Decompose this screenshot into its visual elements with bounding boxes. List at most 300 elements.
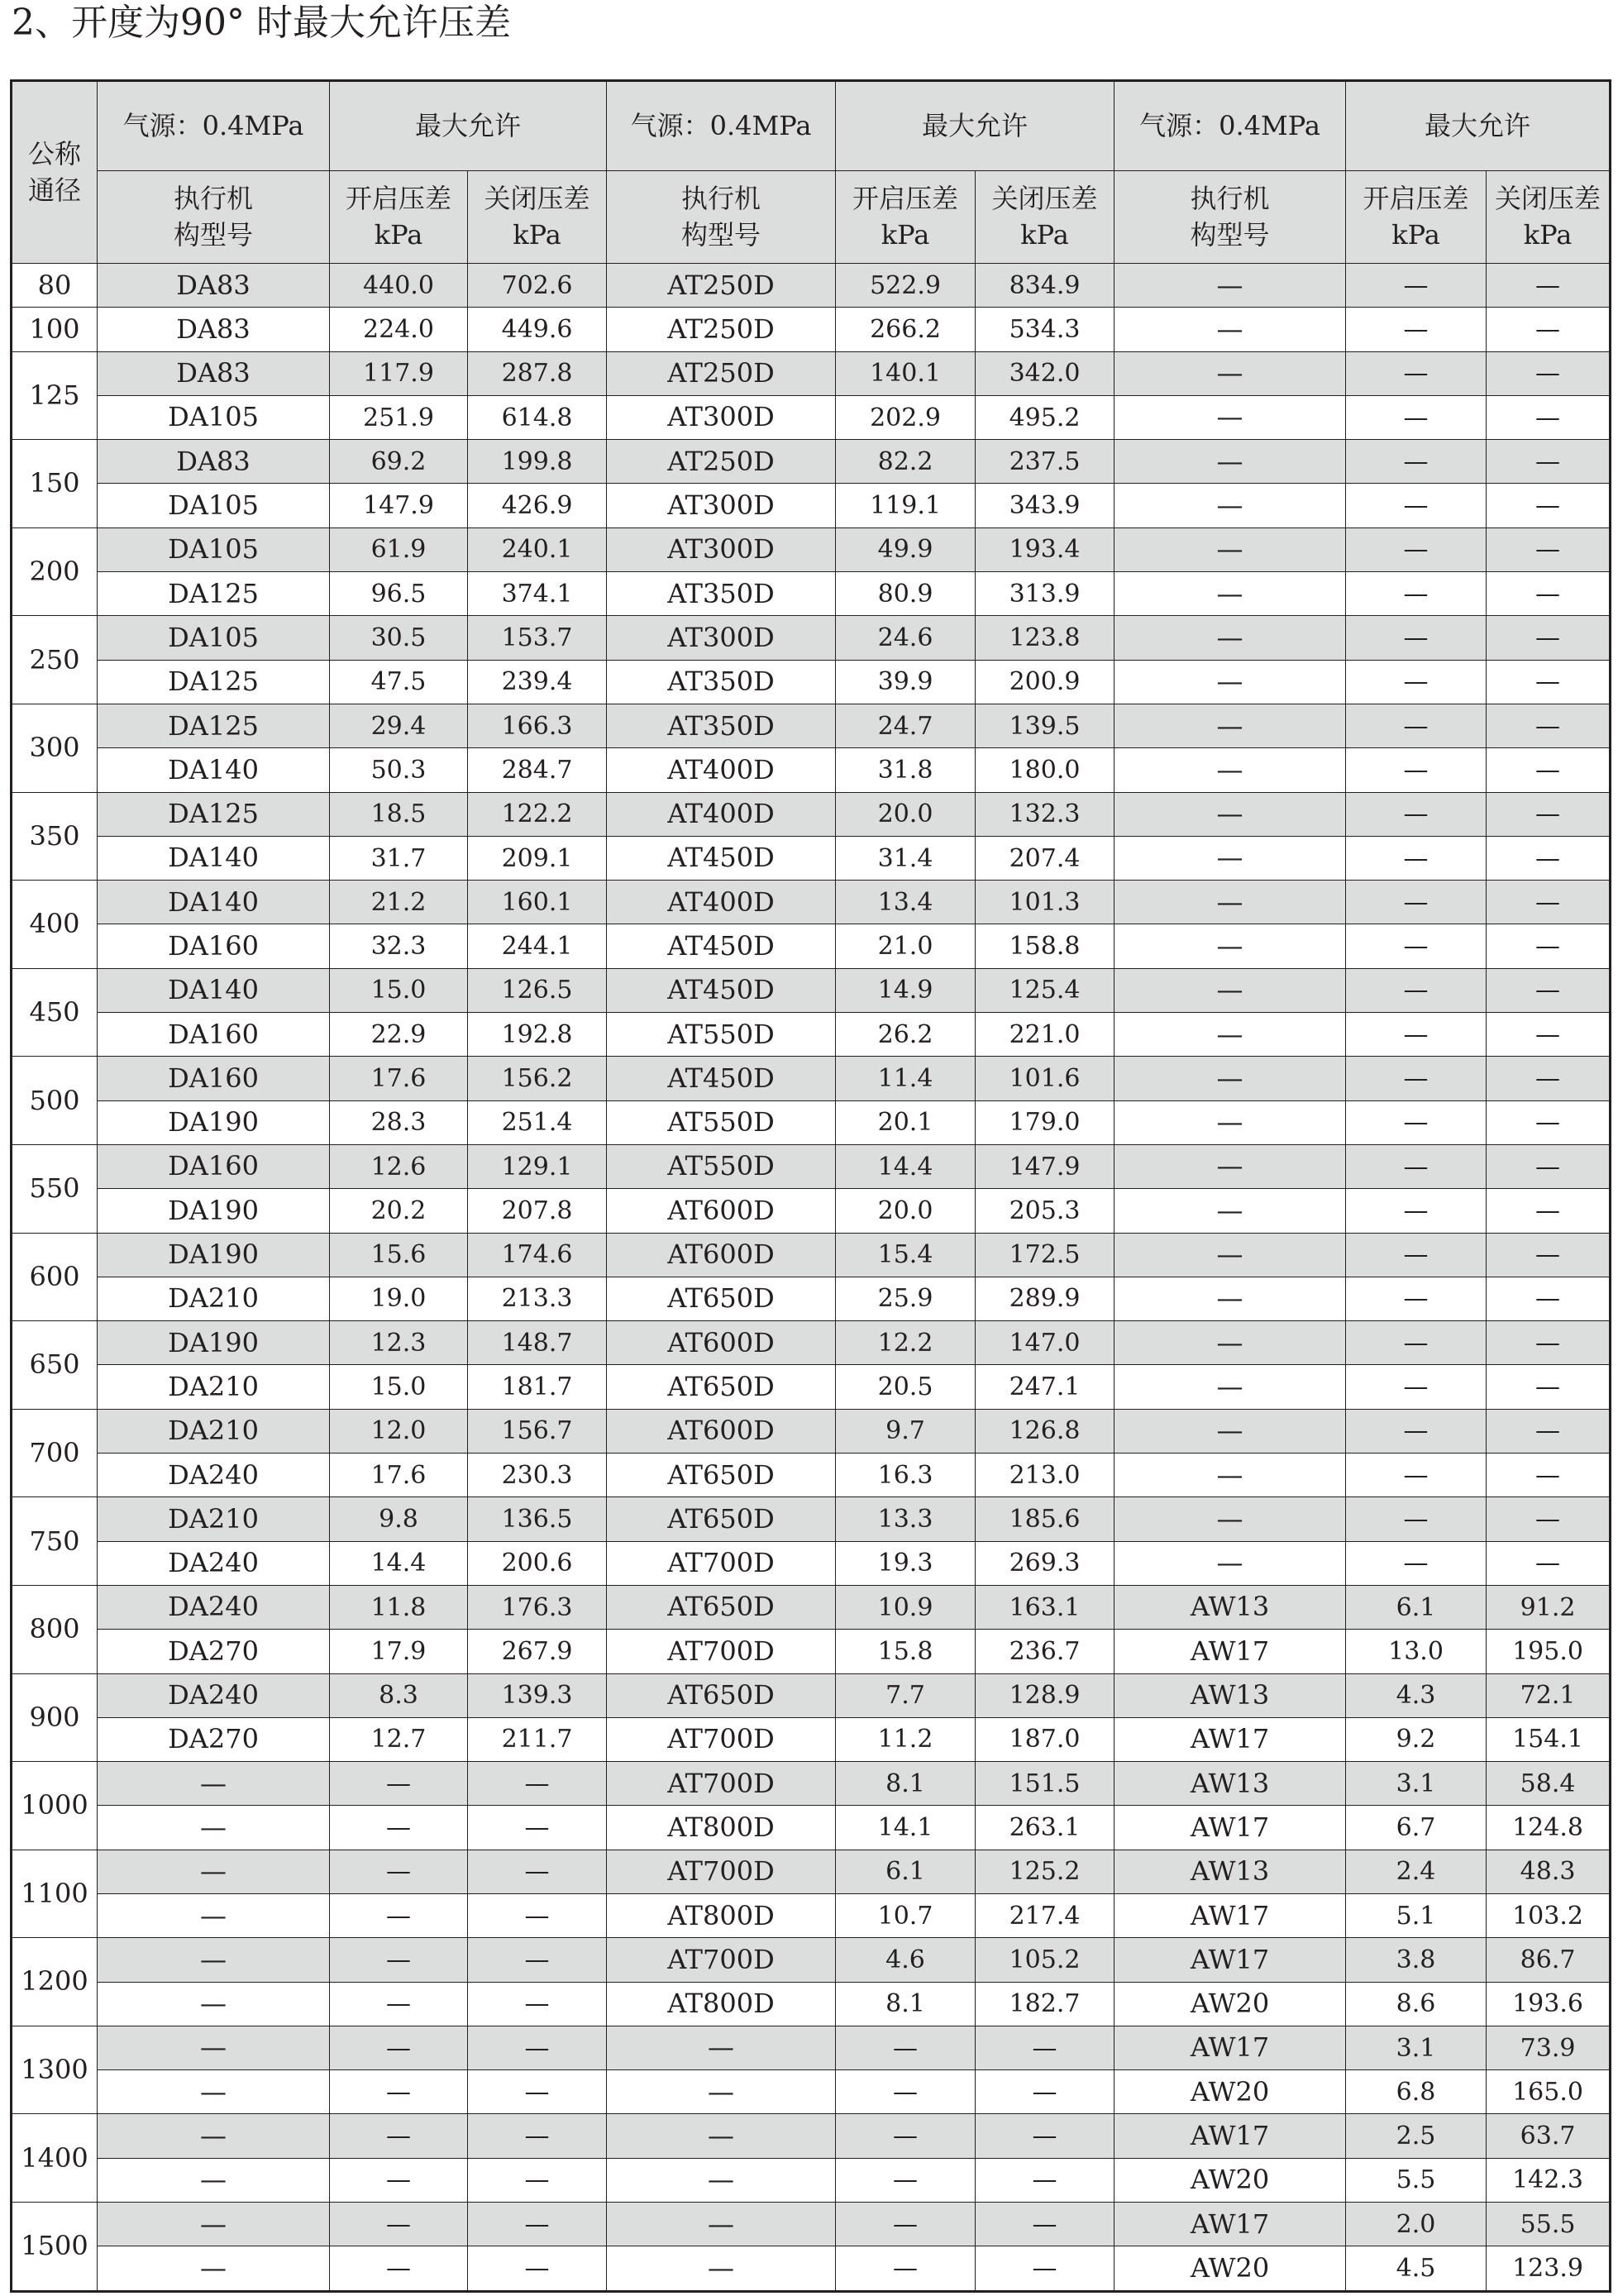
close-diff-cell: 129.1 — [468, 1144, 607, 1188]
actuator-model-cell: — — [1114, 1497, 1346, 1541]
actuator-model-cell: AW17 — [1114, 1630, 1346, 1673]
open-diff-header-2: 开启压差 kPa — [836, 171, 976, 264]
actuator-model-cell: AW13 — [1114, 1585, 1346, 1629]
open-diff-cell: 50.3 — [330, 748, 468, 792]
table-row — [12, 2026, 1611, 2069]
open-diff-cell: 8.6 — [1346, 1982, 1487, 2026]
open-diff-cell: — — [1346, 1409, 1487, 1453]
table-row — [12, 704, 1611, 747]
actuator-model-cell: AW20 — [1114, 2246, 1346, 2291]
open-diff-cell: — — [1346, 1189, 1487, 1233]
open-diff-cell: — — [1346, 264, 1487, 308]
open-diff-cell: 17.6 — [330, 1057, 468, 1100]
close-diff-cell: — — [1487, 264, 1611, 308]
close-diff-cell: 123.8 — [976, 616, 1114, 660]
open-diff-cell: 21.0 — [836, 924, 976, 968]
open-diff-cell: 12.6 — [330, 1144, 468, 1188]
close-diff-cell: 126.8 — [976, 1409, 1114, 1453]
close-diff-cell: — — [1487, 748, 1611, 792]
actuator-model-cell: AT700D — [607, 1850, 836, 1893]
actuator-model-cell: AT700D — [607, 1630, 836, 1673]
close-diff-cell: — — [1487, 1144, 1611, 1188]
close-diff-cell: 193.6 — [1487, 1982, 1611, 2026]
actuator-model-cell: AT350D — [607, 572, 836, 616]
actuator-model-cell: DA83 — [98, 351, 330, 395]
table-row — [12, 836, 1611, 880]
actuator-model-header-3: 执行机 构型号 — [1114, 171, 1346, 264]
close-diff-cell: 55.5 — [1487, 2203, 1611, 2246]
close-diff-cell: 48.3 — [1487, 1850, 1611, 1893]
open-diff-cell: — — [836, 2026, 976, 2069]
actuator-model-cell: DA83 — [98, 264, 330, 308]
table-row — [12, 308, 1611, 351]
open-diff-cell: 17.9 — [330, 1630, 468, 1673]
actuator-model-cell: DA125 — [98, 704, 330, 747]
actuator-model-cell: — — [1114, 351, 1346, 395]
actuator-model-cell: AT650D — [607, 1585, 836, 1629]
open-diff-cell: 14.9 — [836, 968, 976, 1012]
actuator-model-cell: — — [1114, 440, 1346, 484]
open-diff-cell: — — [330, 2114, 468, 2158]
close-diff-cell: 251.4 — [468, 1100, 607, 1144]
close-diff-cell: — — [976, 2246, 1114, 2291]
open-diff-cell: 16.3 — [836, 1453, 976, 1497]
nominal-diameter-cell: 400 — [12, 881, 98, 969]
close-diff-cell: 237.5 — [976, 440, 1114, 484]
close-diff-cell: — — [1487, 308, 1611, 351]
close-diff-cell: 156.2 — [468, 1057, 607, 1100]
close-diff-cell: 101.3 — [976, 881, 1114, 924]
open-diff-cell: 11.8 — [330, 1585, 468, 1629]
open-diff-cell: 9.2 — [1346, 1717, 1487, 1761]
actuator-model-cell: — — [1114, 1057, 1346, 1100]
actuator-model-cell: AT800D — [607, 1893, 836, 1937]
open-diff-cell: — — [1346, 704, 1487, 747]
table-row — [12, 1277, 1611, 1320]
actuator-model-cell: — — [98, 1893, 330, 1937]
open-diff-cell: — — [1346, 351, 1487, 395]
close-diff-cell: 221.0 — [976, 1013, 1114, 1057]
actuator-model-cell: AT300D — [607, 527, 836, 571]
actuator-model-cell: AT550D — [607, 1013, 836, 1057]
close-diff-cell: — — [1487, 395, 1611, 439]
actuator-model-cell: — — [1114, 792, 1346, 836]
actuator-model-cell: — — [1114, 1277, 1346, 1320]
close-diff-cell: 72.1 — [1487, 1673, 1611, 1717]
close-diff-cell: 449.6 — [468, 308, 607, 351]
close-diff-cell: — — [1487, 1541, 1611, 1585]
close-diff-cell: — — [468, 2026, 607, 2069]
table-row — [12, 484, 1611, 527]
close-diff-cell: — — [1487, 1321, 1611, 1365]
close-diff-header-2: 关闭压差 kPa — [976, 171, 1114, 264]
actuator-model-cell: DA140 — [98, 836, 330, 880]
nominal-diameter-cell: 250 — [12, 616, 98, 704]
table-row — [12, 924, 1611, 968]
close-diff-cell: 158.8 — [976, 924, 1114, 968]
close-diff-cell: 128.9 — [976, 1673, 1114, 1717]
open-diff-cell: 21.2 — [330, 881, 468, 924]
actuator-model-cell: DA160 — [98, 924, 330, 968]
open-diff-cell: — — [836, 2158, 976, 2202]
actuator-model-cell: AW20 — [1114, 2158, 1346, 2202]
open-diff-cell: — — [330, 1938, 468, 1982]
actuator-model-cell: DA140 — [98, 881, 330, 924]
close-diff-cell: 207.8 — [468, 1189, 607, 1233]
actuator-model-cell: — — [1114, 1541, 1346, 1585]
nominal-diameter-cell: 200 — [12, 527, 98, 616]
max-allow-header-2: 最大允许 — [836, 81, 1114, 171]
actuator-model-cell: AW17 — [1114, 2203, 1346, 2246]
nominal-diameter-cell: 750 — [12, 1497, 98, 1586]
open-diff-cell: 3.8 — [1346, 1938, 1487, 1982]
actuator-model-cell: — — [1114, 660, 1346, 704]
actuator-model-cell: AT450D — [607, 968, 836, 1012]
actuator-model-cell: AW17 — [1114, 1806, 1346, 1850]
open-diff-cell: 49.9 — [836, 527, 976, 571]
open-diff-cell: 13.4 — [836, 881, 976, 924]
open-diff-cell: 20.1 — [836, 1100, 976, 1144]
close-diff-cell: 495.2 — [976, 395, 1114, 439]
actuator-model-cell: DA210 — [98, 1497, 330, 1541]
actuator-model-cell: AW17 — [1114, 1893, 1346, 1937]
table-row — [12, 1233, 1611, 1277]
close-diff-cell: 200.6 — [468, 1541, 607, 1585]
close-diff-cell: 105.2 — [976, 1938, 1114, 1982]
open-diff-cell: 19.3 — [836, 1541, 976, 1585]
actuator-model-cell: AT400D — [607, 792, 836, 836]
actuator-model-cell: AW13 — [1114, 1673, 1346, 1717]
close-diff-cell: 148.7 — [468, 1321, 607, 1365]
close-diff-cell: 103.2 — [1487, 1893, 1611, 1937]
actuator-model-cell: DA270 — [98, 1717, 330, 1761]
nominal-diameter-cell: 1300 — [12, 2026, 98, 2114]
open-diff-cell: — — [1346, 1100, 1487, 1144]
table-row — [12, 1013, 1611, 1057]
open-diff-cell: — — [1346, 1321, 1487, 1365]
actuator-model-cell: AT400D — [607, 881, 836, 924]
close-diff-cell: — — [1487, 836, 1611, 880]
actuator-model-cell: — — [98, 2070, 330, 2114]
actuator-model-cell: AT800D — [607, 1982, 836, 2026]
close-diff-cell: — — [1487, 1277, 1611, 1320]
open-diff-cell: 9.7 — [836, 1409, 976, 1453]
actuator-model-cell: AW20 — [1114, 2070, 1346, 2114]
close-diff-cell: 374.1 — [468, 572, 607, 616]
pressure-differential-table — [10, 79, 1611, 2293]
open-diff-cell: — — [1346, 836, 1487, 880]
table-row — [12, 1938, 1611, 1982]
actuator-model-cell: AT250D — [607, 351, 836, 395]
close-diff-cell: 182.7 — [976, 1982, 1114, 2026]
actuator-model-cell: AT600D — [607, 1233, 836, 1277]
open-diff-cell: 14.1 — [836, 1806, 976, 1850]
close-diff-cell: 263.1 — [976, 1806, 1114, 1850]
table-row — [12, 2114, 1611, 2158]
open-diff-cell: 12.2 — [836, 1321, 976, 1365]
actuator-model-cell: DA160 — [98, 1013, 330, 1057]
table-row — [12, 1717, 1611, 1761]
open-diff-cell: 69.2 — [330, 440, 468, 484]
open-diff-cell: — — [330, 1806, 468, 1850]
actuator-model-cell: — — [98, 2114, 330, 2158]
nominal-diameter-cell: 1400 — [12, 2114, 98, 2203]
open-diff-cell: 80.9 — [836, 572, 976, 616]
close-diff-header-3: 关闭压差 kPa — [1487, 171, 1611, 264]
close-diff-cell: 240.1 — [468, 527, 607, 571]
close-diff-header-1: 关闭压差 kPa — [468, 171, 607, 264]
nominal-diameter-cell: 550 — [12, 1144, 98, 1233]
close-diff-cell: 289.9 — [976, 1277, 1114, 1320]
open-diff-cell: 4.5 — [1346, 2246, 1487, 2291]
open-diff-cell: — — [330, 1982, 468, 2026]
open-diff-cell: 7.7 — [836, 1673, 976, 1717]
close-diff-cell: 172.5 — [976, 1233, 1114, 1277]
open-diff-cell: 14.4 — [836, 1144, 976, 1188]
actuator-model-cell: — — [607, 2246, 836, 2291]
actuator-model-cell: DA190 — [98, 1100, 330, 1144]
open-diff-cell: 2.5 — [1346, 2114, 1487, 2158]
table-row — [12, 1321, 1611, 1365]
close-diff-cell: 123.9 — [1487, 2246, 1611, 2291]
open-diff-cell: — — [330, 2246, 468, 2291]
close-diff-cell: 247.1 — [976, 1365, 1114, 1409]
actuator-model-header-1: 执行机 构型号 — [98, 171, 330, 264]
open-diff-cell: 39.9 — [836, 660, 976, 704]
open-diff-cell: — — [1346, 660, 1487, 704]
actuator-model-cell: — — [1114, 264, 1346, 308]
open-diff-cell: — — [1346, 748, 1487, 792]
table-row — [12, 660, 1611, 704]
open-diff-cell: 25.9 — [836, 1277, 976, 1320]
actuator-model-cell: DA190 — [98, 1233, 330, 1277]
open-diff-cell: 3.1 — [1346, 1762, 1487, 1806]
actuator-model-cell: — — [1114, 1100, 1346, 1144]
open-diff-cell: 30.5 — [330, 616, 468, 660]
nominal-diameter-cell: 1200 — [12, 1938, 98, 2026]
nominal-diameter-cell: 600 — [12, 1233, 98, 1321]
open-diff-cell: — — [1346, 616, 1487, 660]
open-diff-cell: 117.9 — [330, 351, 468, 395]
close-diff-cell: 122.2 — [468, 792, 607, 836]
close-diff-cell: 156.7 — [468, 1409, 607, 1453]
open-diff-cell: — — [1346, 1541, 1487, 1585]
open-diff-cell: 13.3 — [836, 1497, 976, 1541]
close-diff-cell: 151.5 — [976, 1762, 1114, 1806]
actuator-model-cell: — — [1114, 748, 1346, 792]
close-diff-cell: 614.8 — [468, 395, 607, 439]
close-diff-cell: — — [976, 2070, 1114, 2114]
open-diff-cell: — — [1346, 308, 1487, 351]
actuator-model-cell: DA210 — [98, 1365, 330, 1409]
close-diff-cell: 213.0 — [976, 1453, 1114, 1497]
open-diff-cell: — — [1346, 924, 1487, 968]
open-diff-cell: 8.3 — [330, 1673, 468, 1717]
open-diff-cell: — — [330, 2203, 468, 2246]
actuator-model-cell: AT450D — [607, 836, 836, 880]
close-diff-cell: 125.2 — [976, 1850, 1114, 1893]
table-row — [12, 2070, 1611, 2114]
actuator-model-cell: — — [1114, 1233, 1346, 1277]
actuator-model-cell: — — [98, 2026, 330, 2069]
open-diff-cell: 15.6 — [330, 1233, 468, 1277]
open-diff-cell: 32.3 — [330, 924, 468, 968]
actuator-model-cell: DA125 — [98, 792, 330, 836]
open-diff-cell: — — [1346, 1453, 1487, 1497]
actuator-model-cell: — — [1114, 924, 1346, 968]
open-diff-cell: 82.2 — [836, 440, 976, 484]
open-diff-cell: 8.1 — [836, 1762, 976, 1806]
close-diff-cell: — — [1487, 924, 1611, 968]
close-diff-cell: 207.4 — [976, 836, 1114, 880]
max-allow-header-1: 最大允许 — [330, 81, 607, 171]
actuator-model-cell: AW17 — [1114, 1938, 1346, 1982]
nominal-diameter-cell: 1000 — [12, 1762, 98, 1850]
actuator-model-cell: DA240 — [98, 1541, 330, 1585]
actuator-model-cell: — — [98, 1938, 330, 1982]
actuator-model-cell: AT700D — [607, 1938, 836, 1982]
close-diff-cell: — — [468, 1806, 607, 1850]
actuator-model-cell: — — [1114, 1189, 1346, 1233]
actuator-model-cell: — — [607, 2070, 836, 2114]
close-diff-cell: 244.1 — [468, 924, 607, 968]
actuator-model-cell: DA125 — [98, 572, 330, 616]
header-row-1 — [12, 81, 1611, 171]
close-diff-cell: 166.3 — [468, 704, 607, 747]
open-diff-cell: 11.2 — [836, 1717, 976, 1761]
actuator-model-cell: AT450D — [607, 924, 836, 968]
actuator-model-cell: — — [1114, 704, 1346, 747]
open-diff-cell: 10.9 — [836, 1585, 976, 1629]
close-diff-cell: — — [1487, 616, 1611, 660]
open-diff-cell: 6.1 — [836, 1850, 976, 1893]
actuator-model-cell: AT600D — [607, 1189, 836, 1233]
open-diff-cell: — — [330, 2158, 468, 2202]
actuator-model-cell: DA83 — [98, 440, 330, 484]
actuator-model-cell: AT350D — [607, 704, 836, 747]
open-diff-cell: — — [330, 2026, 468, 2069]
table-row — [12, 351, 1611, 395]
open-diff-cell: 266.2 — [836, 308, 976, 351]
close-diff-cell: 187.0 — [976, 1717, 1114, 1761]
table-row — [12, 968, 1611, 1012]
actuator-model-cell: DA105 — [98, 395, 330, 439]
page-title: 2、开度为90° 时最大允许压差 — [12, 2, 511, 44]
actuator-model-cell: AW13 — [1114, 1850, 1346, 1893]
open-diff-cell: 8.1 — [836, 1982, 976, 2026]
actuator-model-cell: — — [607, 2114, 836, 2158]
nominal-diameter-cell: 1500 — [12, 2203, 98, 2292]
close-diff-cell: 147.0 — [976, 1321, 1114, 1365]
table-row — [12, 1057, 1611, 1100]
open-diff-cell: — — [330, 1762, 468, 1806]
open-diff-cell: 26.2 — [836, 1013, 976, 1057]
actuator-model-cell: DA140 — [98, 748, 330, 792]
close-diff-cell: — — [1487, 1365, 1611, 1409]
table-row — [12, 1585, 1611, 1629]
open-diff-cell: — — [1346, 1233, 1487, 1277]
open-diff-cell: — — [330, 1850, 468, 1893]
close-diff-cell: 179.0 — [976, 1100, 1114, 1144]
open-diff-cell: 24.6 — [836, 616, 976, 660]
close-diff-cell: — — [976, 2026, 1114, 2069]
close-diff-cell: 139.5 — [976, 704, 1114, 747]
close-diff-cell: — — [468, 2203, 607, 2246]
actuator-model-cell: DA240 — [98, 1453, 330, 1497]
actuator-model-cell: — — [607, 2158, 836, 2202]
open-diff-cell: 31.8 — [836, 748, 976, 792]
actuator-model-cell: DA210 — [98, 1277, 330, 1320]
close-diff-cell: 199.8 — [468, 440, 607, 484]
close-diff-cell: 125.4 — [976, 968, 1114, 1012]
close-diff-cell: 101.6 — [976, 1057, 1114, 1100]
open-diff-cell: 61.9 — [330, 527, 468, 571]
open-diff-cell: 10.7 — [836, 1893, 976, 1937]
close-diff-cell: — — [468, 1762, 607, 1806]
actuator-model-cell: — — [98, 1850, 330, 1893]
actuator-model-cell: AT650D — [607, 1365, 836, 1409]
close-diff-cell: — — [1487, 527, 1611, 571]
actuator-model-cell: DA160 — [98, 1144, 330, 1188]
actuator-model-cell: AW17 — [1114, 1717, 1346, 1761]
open-diff-cell: — — [330, 2070, 468, 2114]
close-diff-cell: — — [1487, 1057, 1611, 1100]
actuator-model-cell: — — [98, 2158, 330, 2202]
open-diff-cell: 20.0 — [836, 792, 976, 836]
actuator-model-cell: — — [98, 1806, 330, 1850]
table-row — [12, 1100, 1611, 1144]
header-row-2 — [12, 171, 1611, 264]
open-diff-cell: 31.7 — [330, 836, 468, 880]
open-diff-cell: 15.0 — [330, 968, 468, 1012]
actuator-model-cell: — — [1114, 308, 1346, 351]
table-row — [12, 1982, 1611, 2026]
close-diff-cell: 73.9 — [1487, 2026, 1611, 2069]
close-diff-cell: — — [1487, 1409, 1611, 1453]
actuator-model-cell: AT650D — [607, 1277, 836, 1320]
open-diff-cell: 2.0 — [1346, 2203, 1487, 2246]
close-diff-cell: 160.1 — [468, 881, 607, 924]
close-diff-cell: — — [468, 1982, 607, 2026]
actuator-model-cell: — — [1114, 1144, 1346, 1188]
close-diff-cell: 267.9 — [468, 1630, 607, 1673]
actuator-model-cell: AT300D — [607, 395, 836, 439]
open-diff-cell: 22.9 — [330, 1013, 468, 1057]
close-diff-cell: 342.0 — [976, 351, 1114, 395]
open-diff-cell: 28.3 — [330, 1100, 468, 1144]
close-diff-cell: 165.0 — [1487, 2070, 1611, 2114]
actuator-model-cell: — — [1114, 1409, 1346, 1453]
actuator-model-cell: AT600D — [607, 1409, 836, 1453]
nominal-diameter-cell: 350 — [12, 792, 98, 881]
actuator-model-cell: AT300D — [607, 484, 836, 527]
table-row — [12, 1453, 1611, 1497]
close-diff-cell: 139.3 — [468, 1673, 607, 1717]
nominal-diameter-cell: 1100 — [12, 1850, 98, 1938]
close-diff-cell: 192.8 — [468, 1013, 607, 1057]
actuator-model-cell: AT250D — [607, 264, 836, 308]
nominal-diameter-cell: 700 — [12, 1409, 98, 1497]
table-row — [12, 1630, 1611, 1673]
open-diff-cell: 14.4 — [330, 1541, 468, 1585]
table-row — [12, 1806, 1611, 1850]
open-diff-cell: 147.9 — [330, 484, 468, 527]
close-diff-cell: 176.3 — [468, 1585, 607, 1629]
open-diff-header-3: 开启压差 kPa — [1346, 171, 1487, 264]
actuator-model-cell: DA190 — [98, 1321, 330, 1365]
open-diff-cell: 12.0 — [330, 1409, 468, 1453]
actuator-model-cell: — — [1114, 484, 1346, 527]
